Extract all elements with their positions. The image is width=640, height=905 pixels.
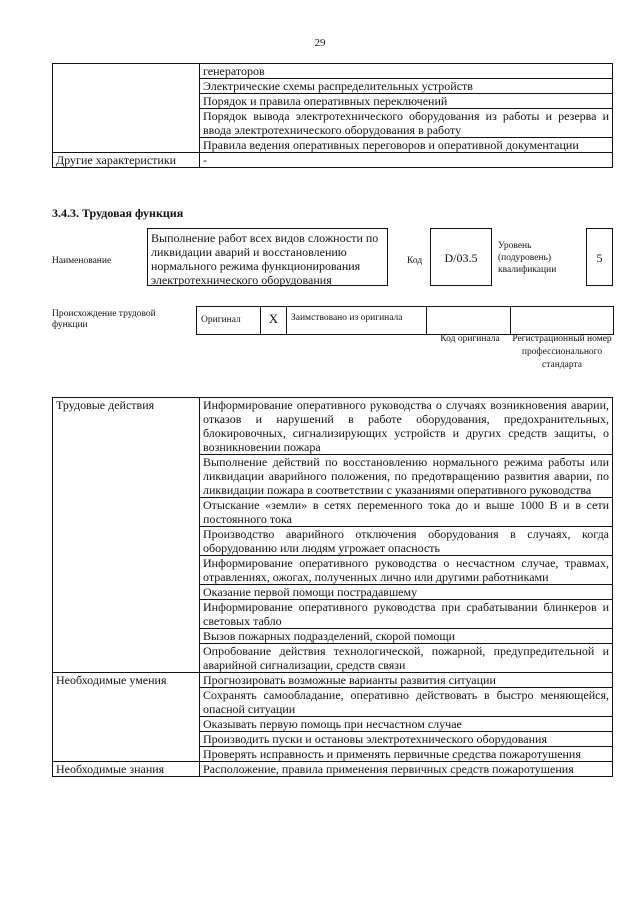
row-label: Другие характеристики [53, 153, 200, 168]
origin-mark: X [261, 307, 287, 334]
origin-original: Оригинал [197, 307, 261, 334]
table-cell: - [200, 153, 613, 168]
table-cell: Оказание первой помощи пострадавшему [200, 585, 613, 600]
origin-borrowed: Заимствовано из оригинала [287, 307, 427, 334]
caption-code: Код оригинала [440, 334, 500, 344]
table-cell: Проверять исправность и применять первичные средства пожаротушения [200, 747, 613, 762]
table-row [53, 64, 613, 79]
table-cell: Вызов пожарных подразделений, скорой помощи [200, 629, 613, 644]
page-number: 29 [314, 37, 326, 49]
table-cell: Оказывать первую помощь при несчастном случае [200, 717, 613, 732]
table-cell: Информирование оперативного руководства при срабатывании блинкеров и световых табло [200, 600, 613, 629]
table-cell: Прогнозировать возможные варианты развития ситуации [200, 673, 613, 688]
row-label: Необходимые умения [53, 673, 200, 762]
table-cell: Производство аварийного отключения оборудования в случаях, когда оборудованию или людям угрожает опасность [200, 527, 613, 556]
origin-label: Происхождение трудовой функции [52, 309, 156, 330]
level-label: Уровень (подуровень) квалификации [498, 241, 557, 275]
section-title: 3.4.3. Трудовая функция [52, 206, 184, 220]
origin-reg-cell [511, 307, 614, 334]
table-cell: Сохранять самообладание, оперативно действовать в быстро меняющейся, опасной ситуации [200, 688, 613, 717]
table-cell: Порядок и правила оперативных переключений [200, 94, 613, 109]
table-row [53, 762, 613, 777]
table-cell: Расположение, правила применения первичных средств пожаротушения [200, 762, 613, 777]
table-row [53, 153, 613, 168]
table-cell: Информирование оперативного руководства о случаях возникновения аварии, отказов и нарушений в работе оборудования, предохранительных, блокировочных, сигнализирующих устройств и других средств защиты, о возникновении пожара [200, 398, 613, 455]
table-cell: Выполнение действий по восстановлению нормального режима работы или ликвидации аварийного положения, по предотвращению развития аварии, по ликвидации пожара в соответствии с указаниями оперативного руководства [200, 455, 613, 498]
caption-reg: Регистрационный номер профессионального стандарта [512, 334, 612, 370]
function-name: Выполнение работ всех видов сложности по ликвидации аварий и восстановлению нормального режима функционирования электротехнического оборудования [147, 228, 388, 286]
code-label: Код [407, 256, 423, 266]
origin-code-cell [427, 307, 511, 334]
table-cell: Порядок вывода электротехнического оборудования из работы и резерва и ввода электротехнического оборудования в работу [200, 109, 613, 138]
level-value: 5 [586, 228, 613, 286]
table-cell: Опробование действия технологической, пожарной, предупредительной и аварийной сигнализации, средств связи [200, 644, 613, 673]
row-label: Трудовые действия [53, 398, 200, 673]
table-cell: Правила ведения оперативных переговоров и оперативной документации [200, 138, 613, 153]
origin-row [196, 306, 614, 335]
name-label: Наименование [52, 256, 112, 266]
row-label: Необходимые знания [53, 762, 200, 777]
table-cell: Информирование оперативного руководства о несчастном случае, травмах, отравлениях, ожогах, полученных лично или другими работниками [200, 556, 613, 585]
table-cell: генераторов [200, 64, 613, 79]
table-row [53, 398, 613, 455]
table-row [53, 673, 613, 688]
function-table [52, 397, 613, 777]
table-cell: Отыскание «земли» в сетях переменного тока до и выше 1000 В и в сети постоянного тока [200, 498, 613, 527]
continuation-table [52, 63, 613, 168]
row-label [53, 64, 200, 153]
table-cell: Электрические схемы распределительных устройств [200, 79, 613, 94]
table-cell: Производить пуски и остановы электротехнического оборудования [200, 732, 613, 747]
code-value: D/03.5 [430, 228, 492, 286]
